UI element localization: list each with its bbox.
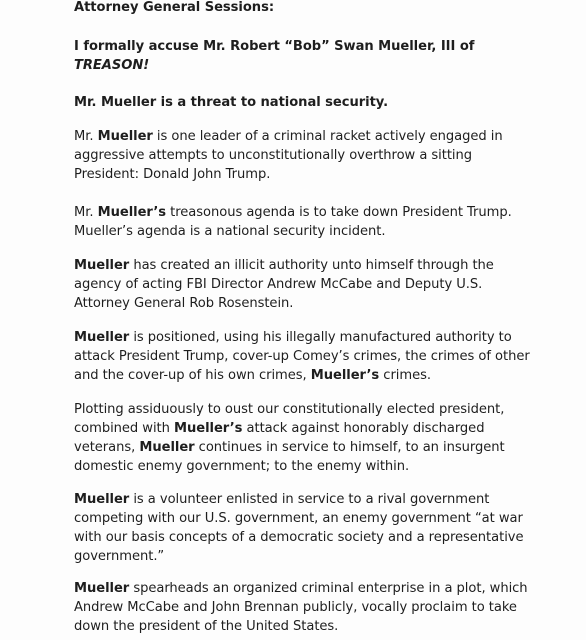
paragraph-5 [74, 400, 574, 476]
text-run: Mr. [74, 205, 98, 220]
name-emphasis: Mueller [74, 258, 130, 273]
text-run: attack against honorably discharged [242, 421, 485, 436]
name-emphasis: Mueller [74, 492, 130, 507]
paragraph-line [74, 328, 574, 347]
text-run: crimes. [379, 368, 431, 383]
text-run: treasonous agenda is to take down President Trump. [166, 205, 512, 220]
paragraph-2 [74, 203, 574, 241]
paragraph-line [74, 579, 574, 598]
paragraph-3 [74, 256, 574, 313]
paragraph-line: Andrew McCabe and John Brennan publicly, vocally proclaim to take [74, 600, 517, 615]
text-run: and the cover-up of his own crimes, [74, 368, 311, 383]
paragraph-line: domestic enemy government; to the enemy within. [74, 459, 410, 474]
paragraph-line: competing with our U.S. government, an enemy government “at war [74, 511, 523, 526]
text-run: is positioned, using his illegally manufactured authority to [129, 330, 512, 345]
paragraph-line: aggressive attempts to unconstitutionally overthrow a sitting [74, 148, 473, 163]
name-emphasis: Mueller’s [97, 205, 167, 220]
paragraph-line: Attorney General Rob Rosenstein. [74, 296, 294, 311]
name-emphasis: Mueller [139, 440, 195, 455]
paragraph-line: down the president of the United States. [74, 619, 339, 634]
accusation-line: I formally accuse Mr. Robert “Bob” Swan Mueller, III of [74, 39, 475, 54]
paragraph-line [74, 419, 574, 438]
paragraph-line: President: Donald John Trump. [74, 167, 271, 182]
text-run: continues in service to himself, to an insurgent [194, 440, 505, 455]
text-run: veterans, [74, 440, 140, 455]
paragraph-line [74, 127, 574, 146]
accusation-paragraph [74, 37, 574, 75]
treason-text: TREASON! [74, 58, 150, 73]
paragraph-line: Mueller’s agenda is a national security incident. [74, 224, 386, 239]
threat-heading-text: Mr. Mueller is a threat to national security. [74, 95, 389, 110]
text-run: Mr. [74, 129, 98, 144]
text-run: has created an illicit authority unto himself through the [129, 258, 494, 273]
text-run: spearheads an organized criminal enterprise in a plot, which [129, 581, 528, 596]
salutation-text: Attorney General Sessions: [74, 0, 275, 15]
paragraph-line: government.” [74, 549, 165, 564]
salutation [74, 0, 574, 17]
paragraph-7 [74, 579, 574, 636]
text-run: is a volunteer enlisted in service to a rival government [129, 492, 490, 507]
name-emphasis: Mueller [74, 581, 130, 596]
paragraph-6 [74, 490, 574, 566]
paragraph-line: Plotting assiduously to oust our constitutionally elected president, [74, 402, 505, 417]
paragraph-line [74, 490, 574, 509]
paragraph-line [74, 203, 574, 222]
name-emphasis: Mueller’s [173, 421, 243, 436]
paragraph-line: attack President Trump, cover-up Comey’s crimes, the crimes of other [74, 349, 530, 364]
paragraph-1 [74, 127, 574, 184]
text-run: is one leader of a criminal racket actively engaged in [152, 129, 503, 144]
paragraph-line [74, 438, 574, 457]
name-emphasis: Mueller’s [310, 368, 380, 383]
paragraph-4 [74, 328, 574, 385]
paragraph-line [74, 366, 574, 385]
threat-heading [74, 93, 574, 112]
text-run: combined with [74, 421, 174, 436]
paragraph-line: agency of acting FBI Director Andrew McCabe and Deputy U.S. [74, 277, 483, 292]
name-emphasis: Mueller [74, 330, 130, 345]
paragraph-line [74, 256, 574, 275]
name-emphasis: Mueller [97, 129, 153, 144]
paragraph-line: with our basis concepts of a democratic society and a representative [74, 530, 524, 545]
